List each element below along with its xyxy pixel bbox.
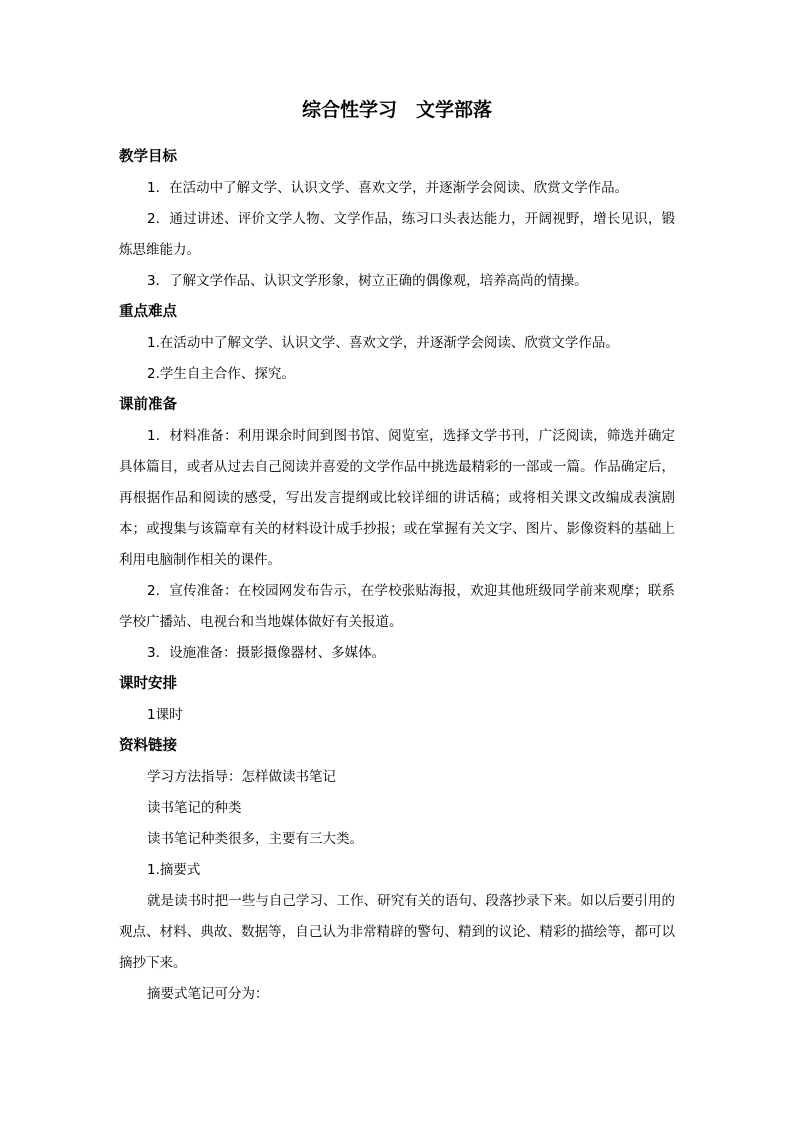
paragraph: 1课时 (147, 707, 183, 723)
paragraph: 摘要式笔记可分为： (147, 986, 269, 1002)
document-title: 综合性学习 文学部落 (301, 99, 492, 121)
paragraph: 1．材料准备：利用课余时间到图书馆、阅览室，选择文学书刊，广泛阅读，筛选并确定具体篇目，或者从过去自己阅读并喜爱的文学作品中挑选最精彩的一部或一篇。作品确定后，再根据作品和阅读的感受，写出发言提纲或比较详细的讲话稿；或将相关课文改编成表演剧本；或搜集与该篇章有关的材料设计成手抄报；或在掌握有关文字、图片、影像资料的基础上利用电脑制作相关的课件。 (119, 428, 675, 568)
section-resources (119, 731, 675, 1010)
paragraph: 读书笔记的种类 (147, 800, 242, 816)
paragraph: 2.学生自主合作、探究。 (147, 366, 295, 382)
paragraph: 学习方法指导：怎样做读书笔记 (147, 769, 336, 785)
section-teaching-goals (119, 142, 675, 297)
paragraph: 1.摘要式 (147, 862, 201, 878)
section-heading: 教学目标 (119, 149, 177, 165)
section-key-points (119, 297, 675, 390)
paragraph: 1.在活动中了解文学、认识文学、喜欢文学，并逐渐学会阅读、欣赏文学作品。 (147, 335, 619, 351)
paragraph: 3．了解文学作品、认识文学形象，树立正确的偶像观，培养高尚的情操。 (147, 273, 588, 289)
paragraph: 2．宣传准备：在校园网发布告示，在学校张贴海报，欢迎其他班级同学前来观摩；联系学校广播站、电视台和当地媒体做好有关报道。 (119, 583, 675, 630)
section-heading: 课时安排 (119, 676, 177, 692)
document-page (119, 96, 675, 1010)
paragraph: 1．在活动中了解文学、认识文学、喜欢文学，并逐渐学会阅读、欣赏文学作品。 (147, 180, 629, 196)
paragraph: 就是读书时把一些与自己学习、工作、研究有关的语句、段落抄录下来。如以后要引用的观点、材料、典故、数据等，自己认为非常精辟的警句、精到的议论、精彩的描绘等，都可以摘抄下来。 (119, 893, 675, 971)
paragraph: 读书笔记种类很多，主要有三大类。 (147, 831, 363, 847)
paragraph: 2．通过讲述、评价文学人物、文学作品，练习口头表达能力，开阔视野，增长见识，锻炼思维能力。 (119, 211, 675, 258)
section-schedule (119, 669, 675, 731)
section-heading: 课前准备 (119, 397, 177, 413)
section-heading: 重点难点 (119, 304, 177, 320)
section-heading: 资料链接 (119, 738, 177, 754)
paragraph: 3．设施准备：摄影摄像器材、多媒体。 (147, 645, 386, 661)
section-preparation (119, 390, 675, 669)
